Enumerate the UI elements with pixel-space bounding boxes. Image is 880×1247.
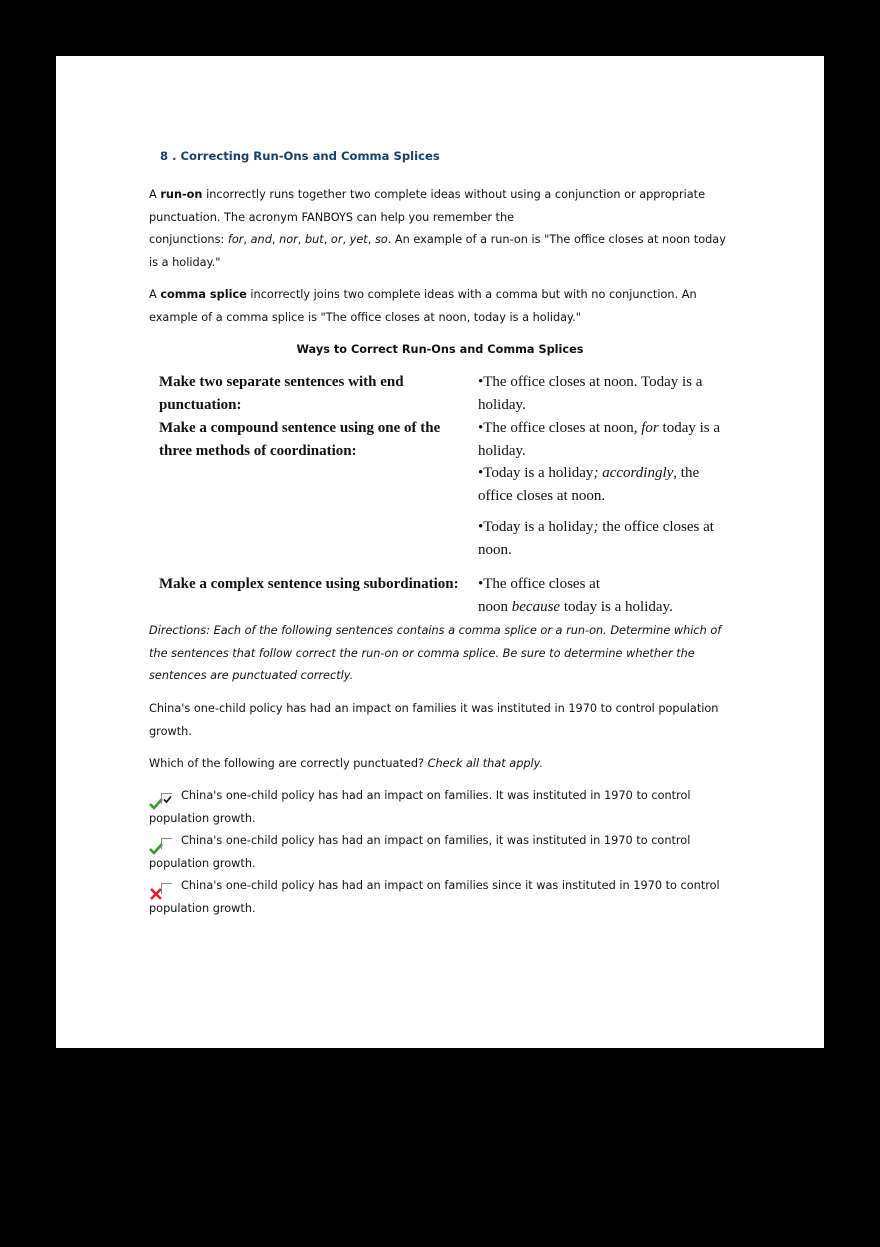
option-2-checkbox[interactable] [161, 838, 172, 849]
method-compound-sentence: Make a compound sentence using one of the three methods of coordination: [159, 420, 441, 459]
comma-splice-term: comma splice [160, 288, 247, 301]
example-separate-sentences: •The office closes at noon. Today is a holiday. [478, 374, 703, 413]
splice-line-2: example of a comma splice is "The office closes at noon, today is a holiday." [149, 310, 581, 324]
method-complex-sentence: Make a complex sentence using subordination: [159, 576, 459, 592]
runon-line-3: conjunctions: for, and, nor, but, or, yet, so. An example of a run-on is "The office closes at noon today [149, 233, 726, 246]
question-text: Which of the following are correctly punctuated? Check all that apply. [149, 757, 544, 770]
section-heading: 8 . Correcting Run-Ons and Comma Splices [160, 149, 440, 163]
document-page [56, 56, 824, 1048]
example-compound-semicolon: •Today is a holiday; the office closes at noon. [478, 519, 714, 558]
answer-option-3: China's one-child policy has had an impact on families since it was instituted in 1970 to control population growth. [149, 879, 720, 915]
example-compound-for: •The office closes at noon, for today is a holiday. [478, 420, 721, 459]
option-3-checkbox[interactable] [161, 883, 172, 894]
answer-option-2: China's one-child policy has had an impact on families, it was instituted in 1970 to control population growth. [149, 834, 691, 870]
example-compound-accordingly: •Today is a holiday; accordingly, the office closes at noon. [478, 465, 700, 504]
runon-line-1: A run-on incorrectly runs together two complete ideas without using a conjunction or appropriate [149, 188, 706, 201]
splice-line-1: A comma splice incorrectly joins two complete ideas with a comma but with no conjunction. An [149, 288, 697, 301]
example-complex-because: •The office closes at noon because today is a holiday. [478, 576, 673, 615]
runon-term: run-on [160, 188, 203, 201]
runon-paragraph [149, 184, 739, 274]
runon-line-2: punctuation. The acronym FANBOYS can help you remember the [149, 210, 515, 224]
runon-line-4: is a holiday." [149, 255, 221, 269]
option-1-checkbox[interactable] [161, 793, 172, 804]
directions-paragraph: Directions: Each of the following sentences contains a comma splice or a run-on. Determine which of the sentences that follow correct the run-on or comma splice. Be sure to determine whether the sentences are punctuated correctly. [149, 624, 722, 682]
prompt-sentence: China's one-child policy has had an impact on families it was instituted in 1970 to control population growth. [149, 702, 719, 738]
comma-splice-paragraph [149, 284, 739, 329]
table-title: Ways to Correct Run-Ons and Comma Splices [296, 343, 584, 356]
question-hint: Check all that apply. [427, 757, 544, 770]
method-separate-sentences: Make two separate sentences with end punctuation: [159, 374, 404, 413]
answer-option-1: China's one-child policy has had an impact on families. It was instituted in 1970 to control population growth. [149, 789, 691, 825]
